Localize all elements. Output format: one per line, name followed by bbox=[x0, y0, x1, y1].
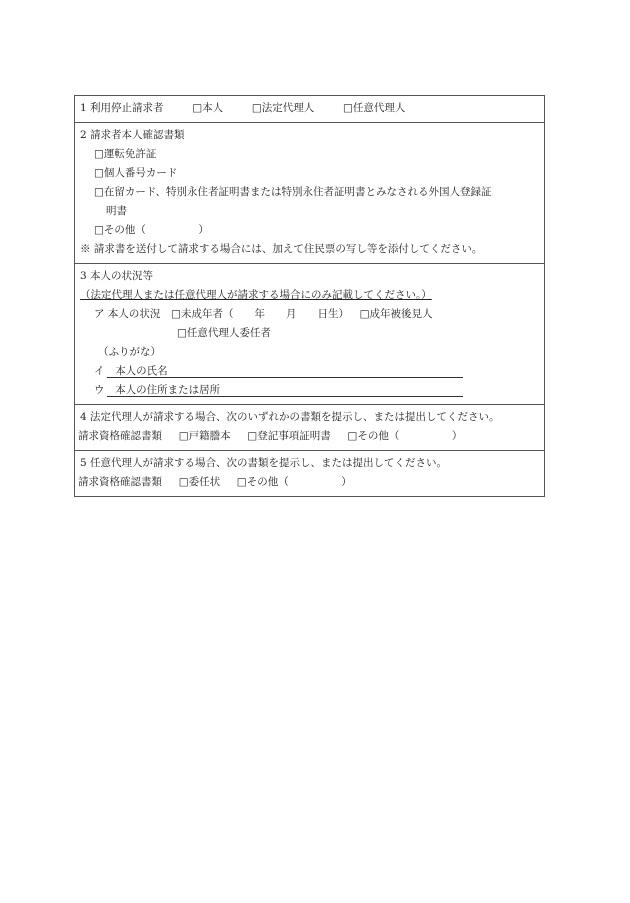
checkbox-my-number-card[interactable]: □個人番号カード bbox=[94, 167, 178, 179]
checkbox-drivers-license[interactable]: □運転免許証 bbox=[94, 148, 157, 160]
identity-docs-heading: 2 請求者本人確認書類 bbox=[80, 129, 185, 141]
checkbox-other-identity-doc[interactable]: □その他（ ） bbox=[94, 224, 209, 236]
checkbox-power-of-attorney[interactable]: □委任状 bbox=[178, 476, 221, 488]
legal-rep-docs-label: 請求資格確認書類 bbox=[78, 430, 162, 442]
principal-address-label: 本人の住所または居所 bbox=[115, 384, 221, 396]
instruction-text: （法定代理人または任意代理人が請求する場合にのみ記載してください。） bbox=[80, 289, 432, 301]
voluntary-agent-docs-label: 請求資格確認書類 bbox=[78, 476, 162, 488]
checkbox-delegator[interactable]: □任意代理人委任者 bbox=[177, 327, 271, 339]
checkbox-minor[interactable]: □未成年者（ 年 月 日生） bbox=[171, 308, 349, 320]
checkbox-registry-certificate[interactable]: □登記事項証明書 bbox=[247, 430, 331, 442]
principal-name-label: 本人の氏名 bbox=[115, 365, 168, 377]
section-requester bbox=[75, 96, 544, 122]
checkbox-legal-rep-other[interactable]: □その他（ ） bbox=[347, 430, 463, 442]
residence-card-continuation: 明書 bbox=[106, 205, 127, 217]
status-row bbox=[80, 305, 544, 324]
legal-rep-heading: 4 法定代理人が請求する場合、次のいずれかの書類を提示し、または提出してください。 bbox=[80, 411, 500, 423]
request-form-table bbox=[74, 95, 545, 497]
principal-address-row bbox=[80, 381, 544, 400]
section-identity-documents bbox=[75, 122, 544, 263]
furigana-label: （ふりがな） bbox=[98, 346, 161, 358]
voluntary-agent-heading: 5 任意代理人が請求する場合、次の書類を提示し、または提出してください。 bbox=[80, 457, 448, 469]
principal-status-heading: 3 本人の状況等 bbox=[80, 270, 154, 282]
address-prefix: ウ bbox=[94, 384, 105, 396]
principal-address-field[interactable] bbox=[107, 396, 463, 397]
principal-name-field[interactable] bbox=[107, 377, 463, 378]
requester-label: 1 利用停止請求者 bbox=[80, 102, 164, 114]
section-legal-representative-docs bbox=[75, 404, 544, 450]
checkbox-family-register[interactable]: □戸籍謄本 bbox=[178, 430, 231, 442]
checkbox-self[interactable]: □本人 bbox=[192, 102, 224, 114]
checkbox-voluntary-agent-other[interactable]: □その他（ ） bbox=[236, 476, 352, 488]
checkbox-residence-card[interactable]: □在留カード、特別永住者証明書または特別永住者証明書とみなされる外国人登録証 bbox=[94, 186, 492, 198]
section-voluntary-agent-docs bbox=[75, 450, 544, 496]
name-prefix: イ bbox=[94, 365, 105, 377]
requester-row bbox=[80, 99, 544, 118]
checkbox-legal-representative[interactable]: □法定代理人 bbox=[251, 102, 315, 114]
status-label: ア 本人の状況 bbox=[94, 308, 161, 320]
section-principal-status bbox=[75, 263, 544, 404]
principal-status-instruction bbox=[80, 286, 544, 305]
checkbox-voluntary-agent[interactable]: □任意代理人 bbox=[342, 102, 406, 114]
checkbox-adult-ward[interactable]: □成年被後見人 bbox=[359, 308, 433, 320]
principal-name-row bbox=[80, 362, 544, 381]
mail-request-note: ※ 請求書を送付して請求する場合には、加えて住民票の写し等を添付してください。 bbox=[80, 243, 483, 255]
legal-rep-docs-row bbox=[78, 427, 544, 446]
voluntary-agent-docs-row bbox=[78, 473, 544, 492]
